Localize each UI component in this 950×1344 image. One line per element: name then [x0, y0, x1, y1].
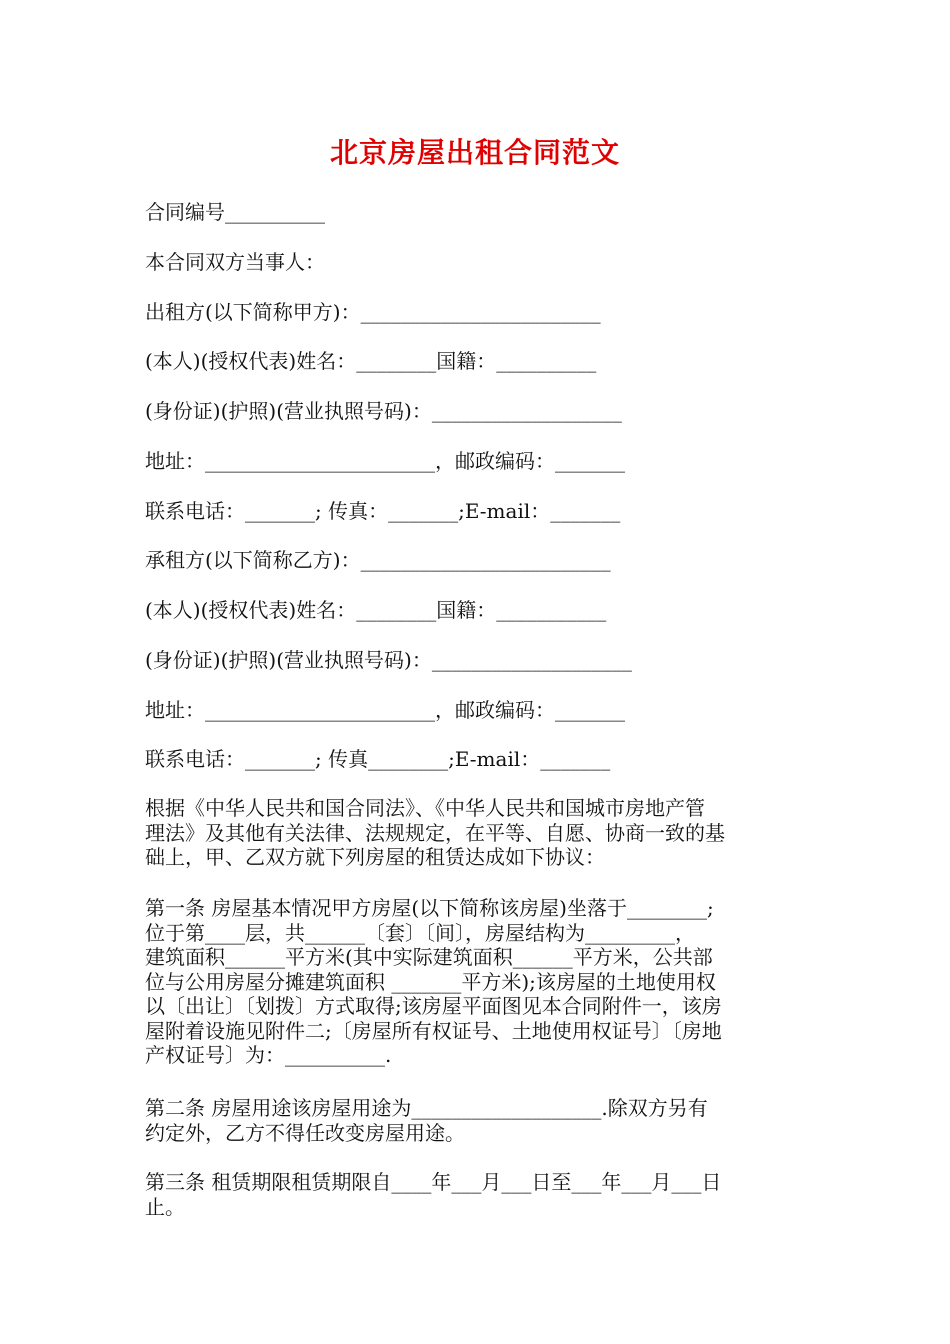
article-3-paragraph	[145, 1170, 807, 1219]
article-3-line: 止。	[145, 1194, 185, 1219]
article-1-line: 屋附着设施见附件二;〔房屋所有权证号、土地使用权证号〕〔房地	[145, 1018, 722, 1043]
preamble-line: 理法》及其他有关法律、法规规定，在平等、自愿、协商一致的基	[145, 820, 725, 845]
article-2-line: 第二条 房屋用途该房屋用途为___________________.除双方另有	[145, 1096, 708, 1120]
article-1-line: 位于第____层，共______〔套〕〔间〕，房屋结构为_________，	[145, 920, 695, 945]
lessor-id-line: (身份证)(护照)(营业执照号码)：___________________	[145, 399, 622, 423]
lessee-address-line: 地址：_______________________，邮政编码：_______	[145, 698, 625, 722]
article-2-paragraph	[145, 1096, 807, 1145]
lessee-line: 承租方(以下简称乙方)：_________________________	[145, 548, 611, 572]
article-1-paragraph	[145, 896, 807, 1068]
article-1-line: 建筑面积______平方米(其中实际建筑面积______平方米，公共部	[145, 945, 713, 969]
lessee-name-nationality-line: (本人)(授权代表)姓名：________国籍：___________	[145, 598, 607, 622]
document-title: 北京房屋出租合同范文	[329, 136, 620, 169]
parties-heading: 本合同双方当事人：	[145, 250, 325, 274]
article-3-line: 第三条 租赁期限租赁期限自____年___月___日至___年___月___日	[145, 1170, 722, 1194]
contract-number-line: 合同编号__________	[145, 200, 325, 224]
lessor-address-line: 地址：_______________________，邮政编码：_______	[145, 449, 625, 473]
article-1-line: 以〔出让〕〔划拨〕方式取得;该房屋平面图见本合同附件一，该房	[145, 994, 722, 1018]
lessee-id-line: (身份证)(护照)(营业执照号码)：____________________	[145, 648, 632, 672]
lessor-contact-line: 联系电话：_______; 传真：_______;E-mail：_______	[145, 499, 621, 523]
article-2-line: 约定外，乙方不得任改变房屋用途。	[145, 1120, 465, 1145]
preamble-paragraph	[145, 796, 807, 870]
lessor-line: 出租方(以下简称甲方)：________________________	[145, 300, 601, 324]
lessee-contact-line: 联系电话：_______; 传真________;E-mail：_______	[145, 747, 611, 771]
article-1-line: 产权证号〕为：__________.	[145, 1043, 392, 1067]
article-1-line: 第一条 房屋基本情况甲方房屋(以下简称该房屋)坐落于________;	[145, 896, 714, 920]
article-1-line: 位与公用房屋分摊建筑面积 _______平方米);该房屋的土地使用权	[145, 969, 716, 994]
lessor-name-nationality-line: (本人)(授权代表)姓名：________国籍：__________	[145, 349, 597, 373]
preamble-line: 础上，甲、乙双方就下列房屋的租赁达成如下协议：	[145, 845, 605, 869]
preamble-line: 根据《中华人民共和国合同法》、《中华人民共和国城市房地产管	[145, 796, 705, 820]
